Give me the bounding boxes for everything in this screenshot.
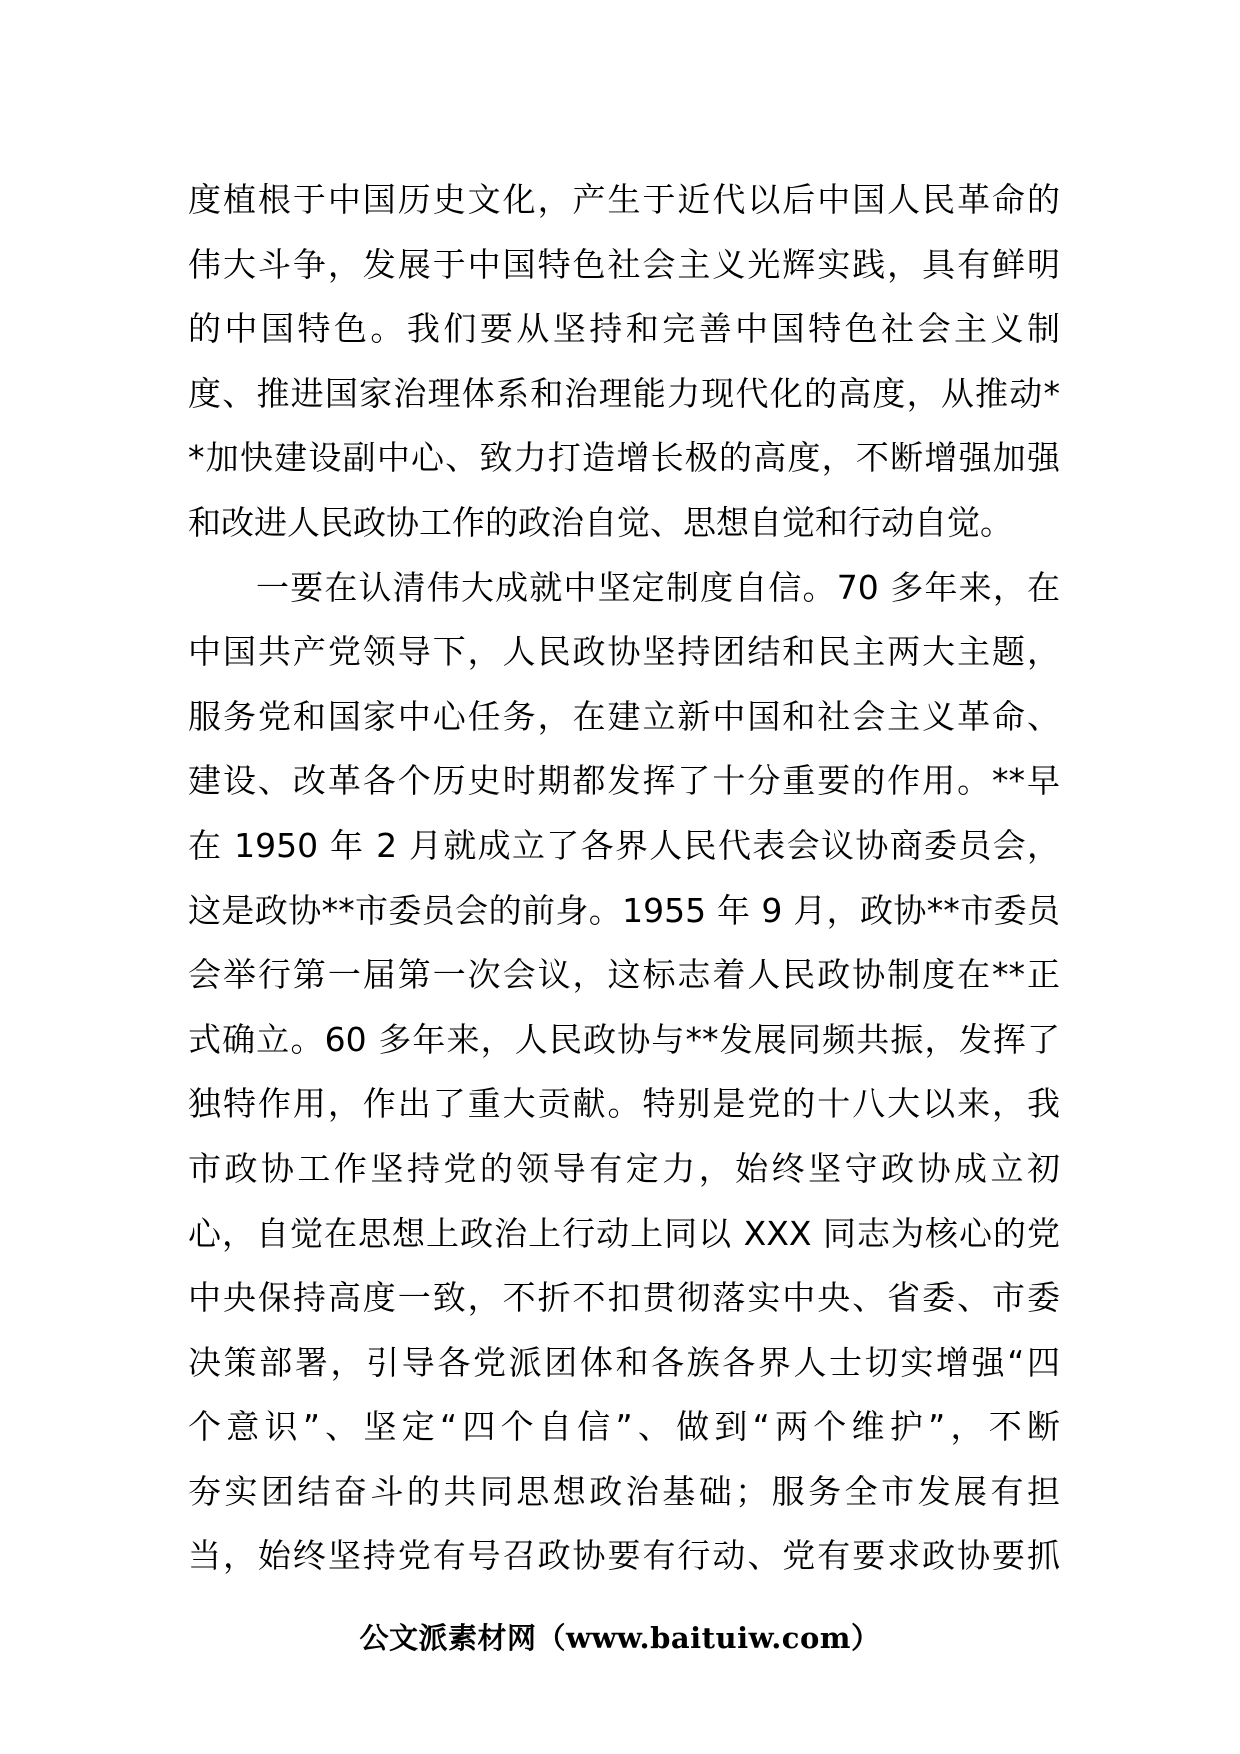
document-body — [188, 168, 1060, 1589]
text-line: 在 1950 年 2 月就成立了各界人民代表会议协商委员会， — [188, 825, 1060, 865]
text-line: 建设、改革各个历史时期都发挥了十分重要的作用。**早 — [188, 761, 1060, 801]
text-line: 伟大斗争，发展于中国特色社会主义光辉实践，具有鲜明 — [188, 244, 1060, 284]
text-line: 决策部署，引导各党派团体和各族各界人士切实增强“四 — [188, 1342, 1060, 1382]
paragraph-start-line: 一要在认清伟大成就中坚定制度自信。70 多年来，在 — [256, 567, 1060, 607]
text-line: 个意识”、坚定“四个自信”、做到“两个维护”，不断 — [188, 1407, 1060, 1447]
text-line: 心，自觉在思想上政治上行动上同以 XXX 同志为核心的党 — [188, 1213, 1060, 1253]
page-footer: 公文派素材网（www.baituiw.com） — [359, 1621, 881, 1655]
text-line: 中央保持高度一致，不折不扣贯彻落实中央、省委、市委 — [188, 1278, 1060, 1318]
text-line: *加快建设副中心、致力打造增长极的高度，不断增强加强 — [188, 438, 1060, 478]
text-line: 夯实团结奋斗的共同思想政治基础；服务全市发展有担 — [188, 1471, 1060, 1511]
text-line: 式确立。60 多年来，人民政协与**发展同频共振，发挥了 — [188, 1019, 1060, 1059]
text-line: 中国共产党领导下，人民政协坚持团结和民主两大主题， — [188, 632, 1060, 672]
text-line: 服务党和国家中心任务，在建立新中国和社会主义革命、 — [188, 696, 1060, 736]
text-line: 当，始终坚持党有号召政协要有行动、党有要求政协要抓 — [188, 1536, 1060, 1576]
text-line: 度、推进国家治理体系和治理能力现代化的高度，从推动* — [188, 373, 1060, 413]
text-line: 独特作用，作出了重大贡献。特别是党的十八大以来，我 — [188, 1084, 1060, 1124]
text-line: 会举行第一届第一次会议，这标志着人民政协制度在**正 — [188, 955, 1060, 995]
text-line: 的中国特色。我们要从坚持和完善中国特色社会主义制 — [188, 309, 1060, 349]
text-line: 市政协工作坚持党的领导有定力，始终坚守政协成立初 — [188, 1148, 1060, 1188]
text-line: 这是政协**市委员会的前身。1955 年 9 月，政协**市委员 — [188, 890, 1060, 930]
text-line: 和改进人民政协工作的政治自觉、思想自觉和行动自觉。 — [188, 502, 1013, 542]
text-line: 度植根于中国历史文化，产生于近代以后中国人民革命的 — [188, 180, 1060, 219]
